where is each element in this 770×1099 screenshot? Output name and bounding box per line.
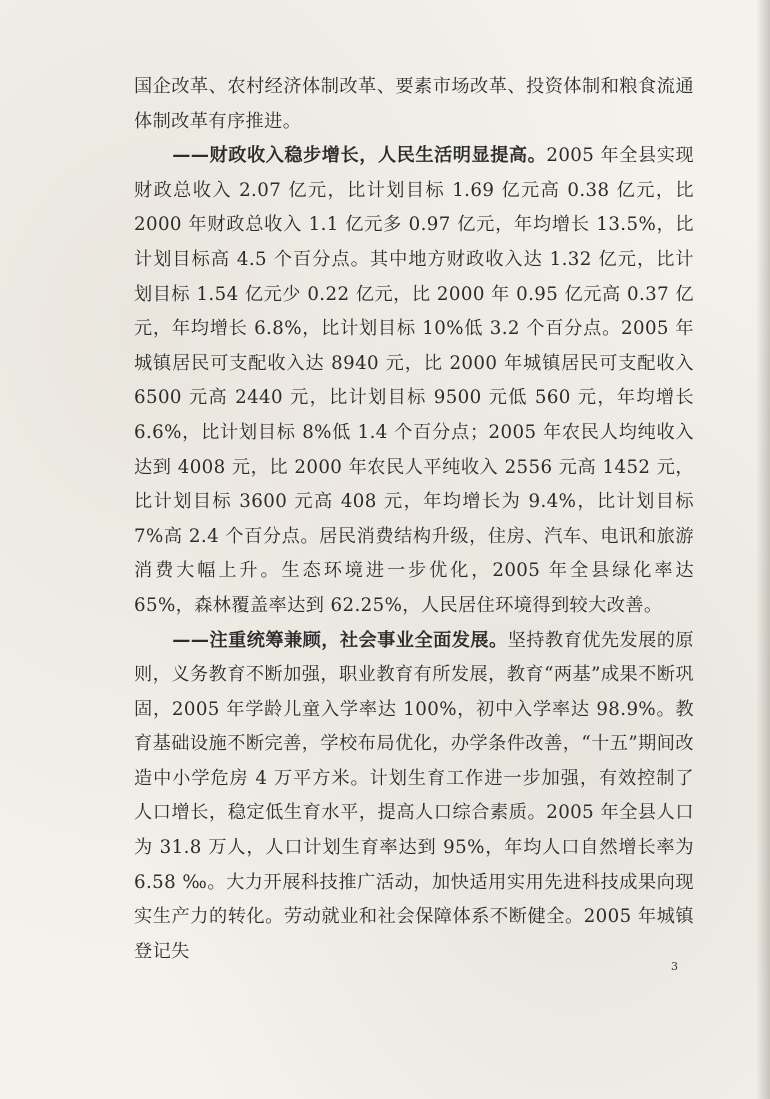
paragraph-1-text: 国企改革、农村经济体制改革、要素市场改革、投资体制和粮食流通体制改革有序推进。	[134, 76, 694, 132]
paragraph-3-lead: ——注重统筹兼顾，社会事业全面发展。	[172, 629, 508, 651]
page-number: 3	[671, 960, 678, 973]
paragraph-2-lead: ——财政收入稳步增长，人民生活明显提高。	[172, 145, 547, 167]
paragraph-2-text: 2005 年全县实现财政总收入 2.07 亿元，比计划目标 1.69 亿元高 0.38 亿元，比 2000 年财政总收入 1.1 亿元多 0.97 亿元，年均增长 13.5%，比计划目标高 4.5 个百分点。其中地方财政收入达 1.32 亿元，比计划目标 1.54 亿元少 0.22 亿元，比 2000 年 0.95 亿元高 0.37 亿元，年均增长 6.8%，比计划目标 10%低 3.2 个百分点。2005 年城镇居民可支配收入达 8940 元，比 2000 年城镇居民可支配收入 6500 元高 2440 元，比计划目标 9500 元低 560 元，年均增长 6.6%，比计划目标 8%低 1.4 个百分点；2005 年农民人均纯收入达到 4008 元，比 2000 年农民人平纯收入 2556 元高 1452 元，比计划目标 3600 元高 408 元，年均增长为 9.4%，比计划目标 7%高 2.4 个百分点。居民消费结构升级，住房、汽车、电讯和旅游消费大幅上升。生态环境进一步优化，2005 年全县绿化率达 65%，森林覆盖率达到 62.25%，人民居住环境得到较大改善。	[134, 145, 694, 616]
paragraph-3-text: 坚持教育优先发展的原则，义务教育不断加强，职业教育有所发展，教育“两基”成果不断巩固，2005 年学龄儿童入学率达 100%，初中入学率达 98.9%。教育基础设施不断完善，学校布局优化，办学条件改善，“十五”期间改造中小学危房 4 万平方米。计划生育工作进一步加强，有效控制了人口增长，稳定低生育水平，提高人口综合素质。2005 年全县人口为 31.8 万人，人口计划生育率达到 95%，年均人口自然增长率为 6.58 ‰。大力开展科技推广活动，加快适用实用先进科技成果向现实生产力的转化。劳动就业和社会保障体系不断健全。2005 年城镇登记失	[134, 629, 694, 962]
page-edge-shadow	[756, 0, 770, 1099]
paragraph-3	[134, 624, 694, 970]
paragraph-1	[134, 70, 694, 139]
paragraph-2	[134, 139, 694, 623]
document-body	[134, 70, 694, 969]
